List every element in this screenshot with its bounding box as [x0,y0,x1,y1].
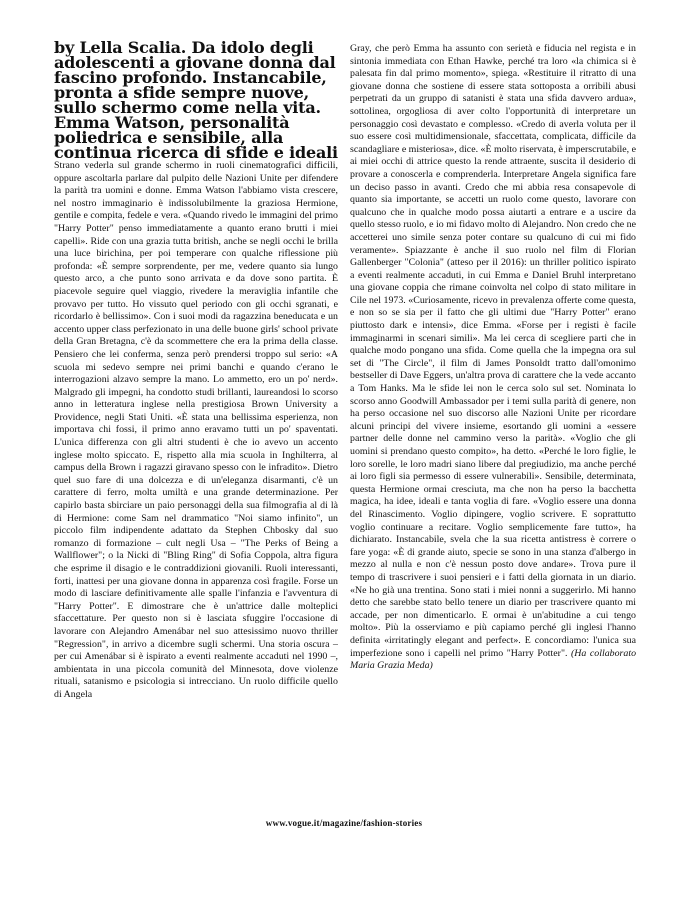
footer-url[interactable]: www.vogue.it/magazine/fashion-stories [265,818,423,828]
body-text-right [350,43,636,673]
body-text-right-content: Gray, che però Emma ha assunto con serietà e fiducia nel regista e in sintonia immediata con Ethan Hawke, perché tra loro «la chimica si è palesata fin dal primo momento», spiega. «Restituire il ritratto di una giovane donna che sostiene di essere stata sottoposta a orribili abusi perpetrati da un gruppo di satanisti è stata una sfida davvero ardua», sottolinea, orgogliosa di aver colto l'opportunità di interpretare un personaggio così devastato e complesso. «Credo di averla voluta per il suo essere così multidimensionale, sfaccettata, complicata, difficile da scandagliare e misteriosa», dice. «È molto riservata, è imperscrutabile, e ai miei occhi di attrice questo la rende attraente, suscita il desiderio di provare a conoscerla e comprenderla. Interpretare Angela significa fare un deciso passo in avanti. Credo che mi abbia resa consapevole di quanto sia importante, se accetti un ruolo come questo, lavorare con qualcuno che in qualche modo possa aiutarti a entrare e a uscire da quello stesso ruolo, e io mi fidavo molto di Alejandro. Non credo che ne accetterei uno simile senza poter contare su qualcuno di cui mi fido veramente». Spiazzante è anche il suo ruolo nel film di Florian Gallenberger "Colonia" (atteso per il 2016): un thriller politico ispirato a eventi realmente accaduti, in cui Emma e Daniel Bruhl interpretano una giovane coppia che rimane coinvolta nel colpo di stato militare in Cile nel 1973. «Curiosamente, ricevo in prevalenza offerte come questa, e non so se sia per il fatto che gli ultimi due "Harry Potter" erano piuttosto dark e intensi», dice Emma. «Forse per i registi è facile immaginarmi in scenari simili». Ma lei cerca di scegliere parti che in qualche modo pongano una sfida. Come quella che la impegna ora sul set di "The Circle", il film di James Ponsoldt tratto dall'omonimo bestseller di Dave Eggers, un'altra prova di carattere che la vede accanto a Tom Hanks. Ma le sfide lei non le cerca solo sul set. Nominata lo scorso anno Goodwill Ambassador per i temi sulla parità di genere, non ha perso occasione nel suo discorso alle Nazioni Unite per ricordare alcuni principi del vivere insieme, esortando gli uomini a «essere partner delle donne nel cammino verso la parità». «Voglio che gli uomini si prendano questo compito», ha detto. «Perché le loro figlie, le loro sorelle, le loro madri siano libere dal pregiudizio, ma anche perché ai loro figli sia permesso di essere vulnerabili». Sensibile, determinata, questa Hermione ormai cresciuta, ma che non ha perso la bacchetta magica, ha idee, ideali e tanta voglia di fare. «Voglio essere una donna del Rinascimento. Voglio dipingere, voglio scrivere. E soprattutto voglio continuare a recitare. Voglio semplicemente fare tutto», ha dichiarato. Instancabile, svela che la sua ricetta antistress è correre o fare yoga: «È di grande aiuto, specie se sono in una stanza d'albergo in mezzo al nulla e non c'è nessun posto dove andare». Trova pure il tempo di trascrivere i suoi pensieri e i fatti della giornata in un diario. «Ne ho già una trentina. Sono stati i miei nonni a suggerirlo. Mi hanno detto che sarebbe stato bello tenere un diario per trascrivere quanto mi accade, per non dimenticarlo. E ormai è un'abitudine a cui tengo molto». Più la osserviamo e più capiamo perché gli inglesi l'hanno definita «irritatingly elegant and perfect». E concordiamo: l'unica sua imperfezione sono i capelli nel primo "Harry Potter". [350,43,636,659]
deck: Da idolo degli adolescenti a giovane donna dal fascino profondo. Instancabile, pronta a sfide sempre nuove, sullo schermo come nella vita. Emma Watson, personalità poliedrica e sensibile, alla continua ricerca di sfide e ideali [54,38,338,162]
body-text-left: Strano vederla sul grande schermo in ruoli cinematografici difficili, oppure ascoltarla parlare dal pulpito delle Nazioni Unite per difendere la parità tra uomini e donne. Emma Watson l'abbiamo vista crescere, nel nostro immaginario è indissolubilmente la graziosa Hermione, gentile e compita, fedele e vera. «Quando rivedo le immagini del primo "Harry Potter" penso immediatamente a quanto erano brutti i miei capelli». Ride con una grazia tutta british, anche se negli occhi le brilla una luce birichina, per poi temperare con qualche riflessione più profonda: «È sempre sorprendente, per me, vedere quanto sia lungo questo arco, a che punto sono arrivata e da dove sono partita. È piacevole seguire quel viaggio, rivedere la meraviglia infantile che provavo per tutto. Ho vissuto quel periodo con gli occhi sgranati, e ricordarlo è bellissimo». Con i suoi modi da ragazzina beneducata e un accento upper class perfezionato in una delle buone girls' school private della Gran Bretagna, c'è da scommettere che era la prima della classe. Pensiero che lei conferma, senza però prendersi troppo sul serio: «A scuola mi sedevo sempre nei primi banchi e quando c'erano le interrogazioni alzavo sempre la mano. Lo ammetto, ero un po' nerd». Malgrado gli impegni, ha condotto studi brillanti, laureandosi lo scorso anno in letteratura inglese nella prestigiosa Brown University a Providence, negli Stati Uniti. «È stata una bellissima esperienza, non importava chi fossi, il primo anno eravamo tutti un po' spaventati. L'unica differenza con gli altri studenti è che io avevo un accento inglese molto spiccato. E, rispetto alla mia scuola in Inghilterra, al campus della Brown i ragazzi giravano spesso con le infradito». Dietro quel suo fare di una dolcezza e di un'eleganza disarmanti, c'è un carattere di ferro, molta umiltà e una grande determinazione. Per capirlo basta sbirciare un paio personaggi della sua filmografia al di là di Hermione: come Sam nel drammatico "Noi siamo infinito", un piccolo film indipendente adattato da Stephen Chbosky dal suo romanzo di formazione – cult negli Usa – "The Perks of Being a Wallflower"; o la Nicki di "Bling Ring" di Sofia Coppola, altra figura che esprime il disagio e le contraddizioni giovanili. Ruoli interessanti, forti, inattesi per una giovane donna in apparenza così fragile. Forse un modo di lasciare definitivamente alle spalle l'infanzia e l'avventura di "Harry Potter". E dimostrare che è un'attrice dalle molteplici sfaccettature. Per questo non si è lasciata sfuggire l'occasione di lavorare con Alejandro Amenábar nel suo attesissimo nuovo thriller "Regression", in arrivo a dicembre sugli schermi. Una storia oscura – per cui Amenábar si è ispirato a eventi realmente accaduti nel 1990 –, ambientata in una piccola comunità del Minnesota, dove violenze rituali, satanismo e psicologia si intrecciano. Un ruolo difficile quello di Angela [54,160,338,700]
article-headline [54,40,338,160]
article-column-left [54,40,338,702]
contributor-credit: (Ha collaborato Maria Grazia Meda) [350,647,637,672]
article-column-right [350,43,636,673]
byline: by Lella Scalia. [54,38,187,57]
